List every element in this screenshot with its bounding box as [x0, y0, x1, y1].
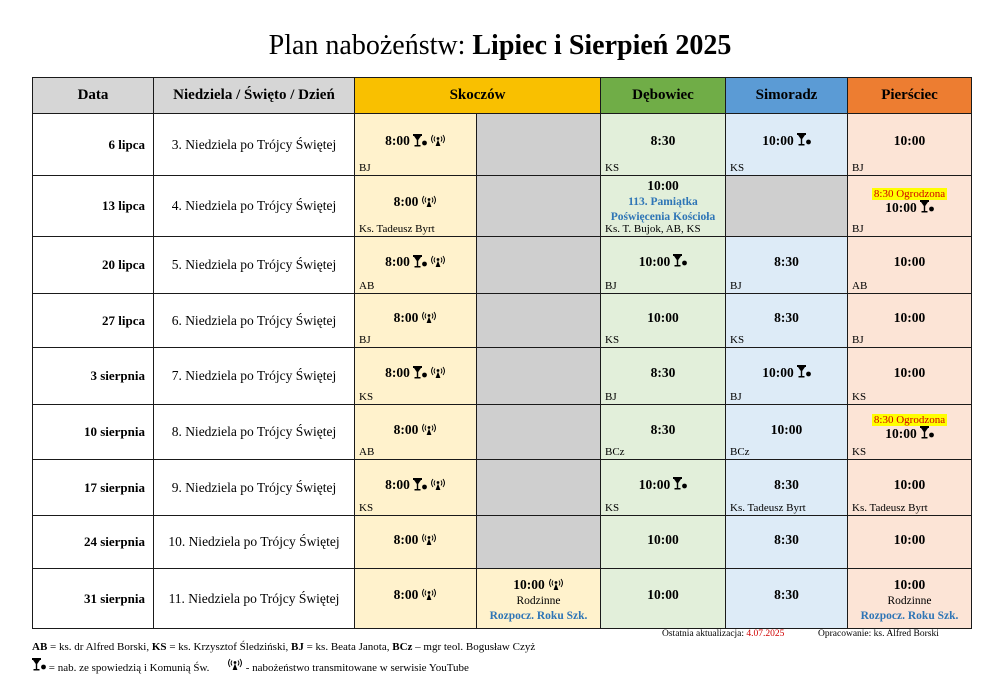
- occasion-text: 113. Pamiątka: [628, 196, 698, 208]
- celebrant: KS: [730, 334, 745, 346]
- sm-time-line: [726, 310, 847, 326]
- service-time: 10:00: [770, 422, 803, 437]
- broadcast-icon: [421, 532, 437, 550]
- service-time: 8:30: [774, 310, 799, 325]
- pr-plain-line: [848, 592, 971, 608]
- service-time: 8:30: [650, 422, 676, 437]
- pierscien-cell: [848, 460, 972, 516]
- celebrant: Ks. T. Bujok, AB, KS: [605, 223, 701, 235]
- day-name-cell: 10. Niedziela po Trójcy Świętej: [154, 516, 355, 569]
- celebrant: KS: [852, 446, 867, 458]
- sm-time-line: [726, 422, 847, 438]
- service-time: 10:00: [762, 133, 794, 148]
- db-time-line: [601, 477, 725, 494]
- empty-cell: [477, 405, 601, 460]
- celebrant: BCz: [730, 446, 750, 458]
- celebrant: Ks. Tadeusz Byrt: [730, 502, 806, 514]
- sm-time-line: [726, 133, 847, 150]
- debowiec-cell: [601, 405, 726, 460]
- table-row: [33, 405, 972, 460]
- pr-time-line: [848, 133, 971, 149]
- service-time: 10:00: [762, 365, 794, 380]
- sk-time-line: [355, 422, 476, 440]
- celebrant: Ks. Tadeusz Byrt: [852, 502, 928, 514]
- celebrant: BJ: [359, 162, 371, 174]
- legend-abbrev: BCz: [392, 641, 413, 653]
- legend-broadcast-text: - nabożeństwo transmitowane w serwisie YouTube: [245, 662, 469, 674]
- updated-date: 4.07.2025: [746, 629, 785, 639]
- table-row: [33, 294, 972, 348]
- pr-time-line: [848, 532, 971, 548]
- empty-cell: [477, 294, 601, 348]
- service-time: 10:00: [893, 133, 926, 148]
- debowiec-cell: [601, 176, 726, 237]
- day-name-cell: 7. Niedziela po Trójcy Świętej: [154, 348, 355, 405]
- date-cell: 31 sierpnia: [33, 569, 154, 629]
- date-cell: 17 sierpnia: [33, 460, 154, 516]
- simoradz-cell: [726, 348, 848, 405]
- sk-time-line: [355, 365, 476, 383]
- simoradz-cell: [726, 294, 848, 348]
- header-debowiec: Dębowiec: [601, 78, 726, 114]
- service-time: 8:00: [385, 133, 410, 149]
- skoczow-cell: [355, 405, 477, 460]
- service-time: 10:00: [647, 178, 679, 193]
- header-day: Niedziela / Święto / Dzień: [154, 78, 355, 114]
- date-cell: 24 sierpnia: [33, 516, 154, 569]
- service-time: 8:00: [385, 365, 410, 381]
- celebrant: BJ: [852, 162, 864, 174]
- service-type: Rodzinne: [887, 595, 932, 607]
- header-date: Data: [33, 78, 154, 114]
- celebrant: KS: [852, 391, 867, 403]
- simoradz-cell: [726, 460, 848, 516]
- celebrant: KS: [730, 162, 745, 174]
- service-time: 8:00: [393, 194, 419, 210]
- communion-icon: [797, 133, 811, 150]
- celebrant: KS: [359, 502, 374, 514]
- service-time: 8:00: [393, 587, 419, 603]
- pierscien-cell: [848, 176, 972, 237]
- simoradz-cell: [726, 516, 848, 569]
- debowiec-cell: [601, 460, 726, 516]
- celebrant: KS: [605, 162, 620, 174]
- header-pierscien: Pierściec: [848, 78, 972, 114]
- table-row: [33, 348, 972, 405]
- broadcast-icon: [430, 477, 446, 495]
- occasion-text: Poświęcenia Kościoła: [610, 211, 716, 223]
- debowiec-cell: [601, 516, 726, 569]
- db-time-line: [601, 133, 725, 149]
- db-time-line: [601, 310, 725, 326]
- communion-icon: [413, 366, 427, 383]
- legend-line-2: [32, 657, 469, 674]
- skoczow-extra-cell: [477, 569, 601, 629]
- communion-icon: [413, 134, 427, 151]
- pierscien-cell: [848, 569, 972, 629]
- db-time-line: [601, 178, 725, 194]
- service-time: 10:00: [513, 577, 545, 593]
- skoczow-cell: [355, 294, 477, 348]
- celebrant: BJ: [605, 280, 617, 292]
- celebrant: BJ: [359, 334, 371, 346]
- day-name-cell: 4. Niedziela po Trójcy Świętej: [154, 176, 355, 237]
- service-time: 10:00: [893, 532, 926, 547]
- highlight-note: 8:30 Ogrodzona: [873, 188, 946, 200]
- service-time: 10:00: [647, 532, 679, 547]
- skoczow-cell: [355, 348, 477, 405]
- day-name-cell: 8. Niedziela po Trójcy Świętej: [154, 405, 355, 460]
- legend-abbrev: AB: [32, 641, 48, 653]
- sm-time-line: [726, 477, 847, 493]
- table-row: [33, 569, 972, 629]
- service-time: 10:00: [885, 200, 917, 215]
- broadcast-icon: [430, 133, 446, 151]
- service-time: 10:00: [647, 310, 679, 325]
- communion-icon: [920, 200, 934, 217]
- sk-time-line: [355, 587, 476, 605]
- communion-icon: [920, 426, 934, 443]
- legend-line-1: [32, 641, 535, 653]
- celebrant: AB: [359, 280, 375, 292]
- service-time: 8:00: [385, 477, 410, 493]
- db-blue-line: [601, 193, 725, 209]
- communion-icon: [413, 255, 427, 272]
- title-main: Lipiec i Sierpień 2025: [472, 30, 732, 61]
- service-time: 8:00: [393, 532, 419, 548]
- broadcast-icon: [430, 365, 446, 383]
- legend-text: = ks. Beata Janota,: [303, 641, 393, 653]
- broadcast-icon: [421, 310, 437, 328]
- legend-communion-text: = nab. ze spowiedzią i Komunią Św.: [48, 662, 210, 674]
- day-name-cell: 9. Niedziela po Trójcy Świętej: [154, 460, 355, 516]
- sk-time-line: [355, 254, 476, 272]
- legend-abbrev: KS: [151, 641, 167, 653]
- broadcast-icon: [421, 422, 437, 440]
- pr-time-line: [848, 254, 971, 270]
- simoradz-cell: [726, 405, 848, 460]
- skoczow-cell: [355, 460, 477, 516]
- sk-time-line: [355, 133, 476, 151]
- communion-icon: [797, 365, 811, 382]
- service-time: 10:00: [638, 254, 671, 269]
- celebrant: KS: [605, 502, 620, 514]
- date-cell: 13 lipca: [33, 176, 154, 237]
- service-time: 10:00: [893, 254, 926, 269]
- day-name-cell: 3. Niedziela po Trójcy Świętej: [154, 114, 355, 176]
- pierscien-cell: [848, 114, 972, 176]
- day-name-cell: 6. Niedziela po Trójcy Świętej: [154, 294, 355, 348]
- service-time: 10:00: [893, 477, 926, 492]
- pr-time-line: [848, 310, 971, 326]
- service-time: 10:00: [885, 426, 917, 441]
- celebrant: AB: [852, 280, 868, 292]
- pierscien-cell: [848, 348, 972, 405]
- empty-cell: [477, 237, 601, 294]
- updated-label: Ostatnia aktualizacja:: [662, 629, 745, 639]
- pr-note-line: [848, 411, 971, 427]
- sk-time-line: [355, 532, 476, 550]
- sk-time-line: [355, 194, 476, 212]
- skoczow-cell: [355, 176, 477, 237]
- empty-cell: [477, 460, 601, 516]
- pr-time-line: [848, 577, 971, 593]
- pierscien-cell: [848, 237, 972, 294]
- service-type: Rodzinne: [516, 595, 561, 607]
- pr-time-line: [848, 426, 971, 443]
- service-time: 10:00: [893, 310, 926, 325]
- celebrant: BJ: [605, 391, 617, 403]
- celebrant: BJ: [730, 391, 742, 403]
- celebrant: KS: [605, 334, 620, 346]
- table-row: [33, 516, 972, 569]
- highlight-note: 8:30 Ogrodzona: [873, 414, 946, 426]
- pr-note-line: [848, 185, 971, 201]
- celebrant: AB: [359, 446, 375, 458]
- date-cell: 20 lipca: [33, 237, 154, 294]
- db-time-line: [601, 587, 725, 603]
- legend-text: = ks. Krzysztof Śledziński,: [166, 641, 291, 653]
- table-row: [33, 176, 972, 237]
- pierscien-cell: [848, 405, 972, 460]
- db-blue-line: [601, 208, 725, 224]
- legend-abbrev: BJ: [291, 641, 304, 653]
- title-prefix: Plan nabożeństw:: [268, 30, 473, 61]
- empty-cell: [477, 348, 601, 405]
- service-time: 8:00: [393, 422, 419, 438]
- celebrant: BCz: [605, 446, 625, 458]
- occasion-text: Rozpocz. Roku Szk.: [489, 610, 588, 622]
- celebrant: BJ: [852, 223, 864, 235]
- celebrant: BJ: [852, 334, 864, 346]
- date-cell: 6 lipca: [33, 114, 154, 176]
- pr-blue-line: [848, 607, 971, 623]
- table-row: [33, 460, 972, 516]
- empty-cell: [726, 176, 848, 237]
- celebrant: KS: [359, 391, 374, 403]
- simoradz-cell: [726, 114, 848, 176]
- sm-time-line: [726, 365, 847, 382]
- service-time: 8:00: [385, 254, 410, 270]
- sm-time-line: [726, 532, 847, 548]
- sk-time-line: [355, 310, 476, 328]
- service-time: 8:30: [774, 587, 799, 602]
- author: Opracowanie: ks. Alfred Borski: [818, 629, 939, 639]
- pr-time-line: [848, 365, 971, 381]
- celebrant: Ks. Tadeusz Byrt: [359, 223, 435, 235]
- simoradz-cell: [726, 237, 848, 294]
- broadcast-icon: [430, 254, 446, 272]
- db-time-line: [601, 365, 725, 381]
- communion-icon: [673, 477, 687, 494]
- legend-text: = ks. dr Alfred Borski,: [47, 641, 152, 653]
- broadcast-icon: [421, 194, 437, 212]
- simoradz-cell: [726, 569, 848, 629]
- communion-icon: [32, 662, 46, 674]
- skoczow-cell: [355, 114, 477, 176]
- debowiec-cell: [601, 348, 726, 405]
- service-time: 8:30: [774, 254, 799, 269]
- header-row: [33, 78, 972, 114]
- db-time-line: [601, 254, 725, 271]
- empty-cell: [477, 114, 601, 176]
- service-time: 10:00: [893, 577, 926, 592]
- sk-time-line: [355, 477, 476, 495]
- pierscien-cell: [848, 294, 972, 348]
- debowiec-cell: [601, 237, 726, 294]
- debowiec-cell: [601, 294, 726, 348]
- page-title: [0, 30, 1000, 62]
- skoczow-cell: [355, 237, 477, 294]
- date-cell: 27 lipca: [33, 294, 154, 348]
- date-cell: 10 sierpnia: [33, 405, 154, 460]
- empty-cell: [477, 176, 601, 237]
- table-row: [33, 237, 972, 294]
- celebrant: BJ: [730, 280, 742, 292]
- debowiec-cell: [601, 569, 726, 629]
- service-time: 8:30: [650, 365, 676, 380]
- db-time-line: [601, 422, 725, 438]
- service-time: 8:30: [774, 477, 799, 492]
- service-time: 8:00: [393, 310, 419, 326]
- legend-text: – mgr teol. Bogusław Czyż: [412, 641, 536, 653]
- sm-time-line: [726, 254, 847, 270]
- service-time: 8:30: [650, 133, 676, 148]
- sm-time-line: [726, 587, 847, 603]
- last-updated: [662, 629, 784, 639]
- day-name-cell: 5. Niedziela po Trójcy Świętej: [154, 237, 355, 294]
- pr-time-line: [848, 200, 971, 217]
- sk2-blue-line: [477, 607, 600, 623]
- table-row: [33, 114, 972, 176]
- header-skoczow: Skoczów: [355, 78, 601, 114]
- debowiec-cell: [601, 114, 726, 176]
- skoczow-cell: [355, 516, 477, 569]
- broadcast-icon: [421, 587, 437, 605]
- pierscien-cell: [848, 516, 972, 569]
- schedule-table: [32, 77, 972, 629]
- broadcast-icon: [227, 662, 243, 674]
- pr-time-line: [848, 477, 971, 493]
- communion-icon: [673, 254, 687, 271]
- service-time: 8:30: [774, 532, 799, 547]
- empty-cell: [477, 516, 601, 569]
- communion-icon: [413, 478, 427, 495]
- day-name-cell: 11. Niedziela po Trójcy Świętej: [154, 569, 355, 629]
- date-cell: 3 sierpnia: [33, 348, 154, 405]
- service-time: 10:00: [638, 477, 671, 492]
- db-time-line: [601, 532, 725, 548]
- sk2-plain-line: [477, 592, 600, 608]
- skoczow-cell: [355, 569, 477, 629]
- service-time: 10:00: [893, 365, 926, 380]
- header-simoradz: Simoradz: [726, 78, 848, 114]
- service-time: 10:00: [647, 587, 679, 602]
- occasion-text: Rozpocz. Roku Szk.: [860, 610, 959, 622]
